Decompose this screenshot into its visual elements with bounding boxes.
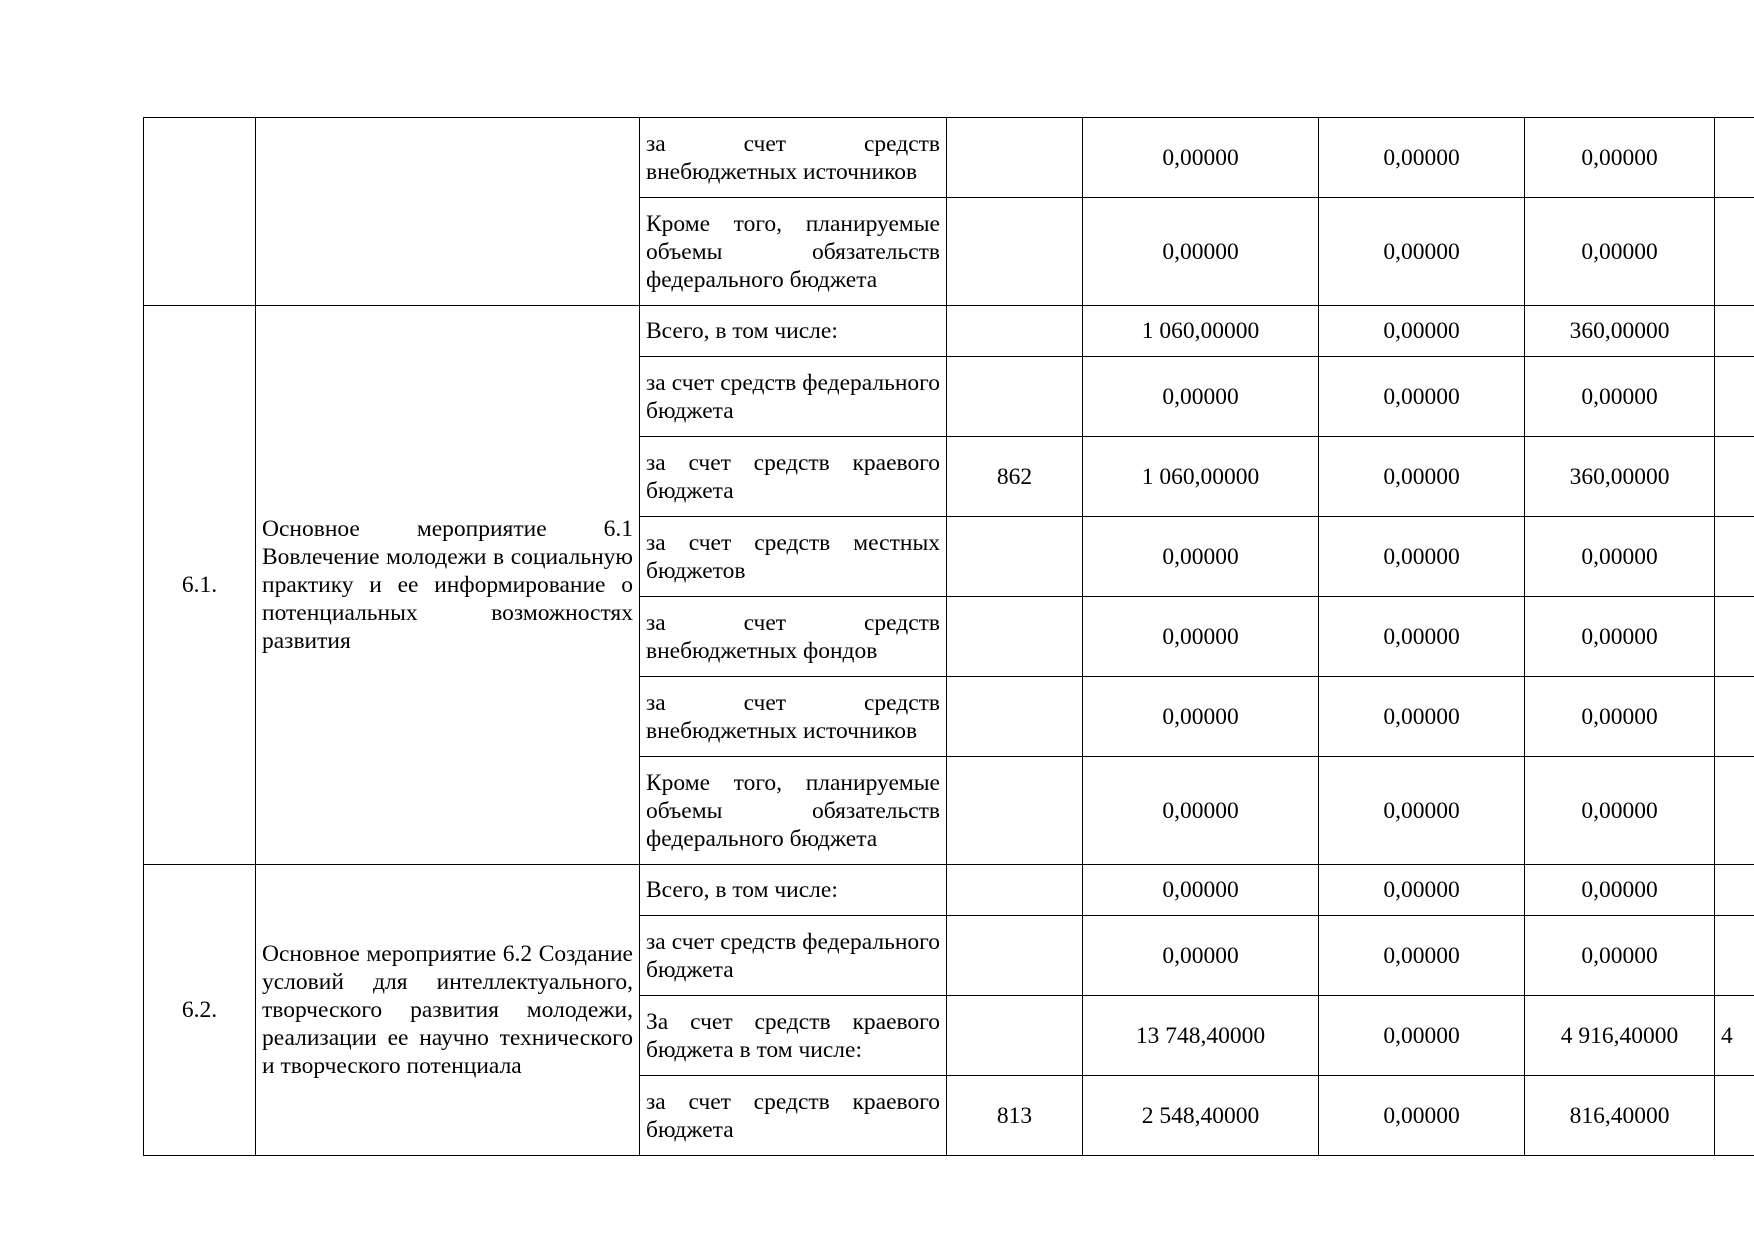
value-cell: 0,00000 bbox=[1319, 517, 1525, 597]
value-cell: 4 bbox=[1715, 996, 1754, 1076]
code-cell bbox=[947, 306, 1083, 357]
name-cell bbox=[256, 118, 640, 306]
value-cell: 2 548,40000 bbox=[1083, 1076, 1319, 1156]
code-cell bbox=[947, 597, 1083, 677]
code-cell: 862 bbox=[947, 437, 1083, 517]
value-cell: 0,00000 bbox=[1319, 198, 1525, 306]
value-cell: 0,00000 bbox=[1525, 916, 1715, 996]
code-cell bbox=[947, 517, 1083, 597]
budget-table-region bbox=[143, 117, 1754, 1157]
value-cell bbox=[1715, 757, 1754, 865]
code-cell bbox=[947, 996, 1083, 1076]
table-row bbox=[144, 118, 1754, 198]
table-row bbox=[144, 306, 1754, 357]
value-cell: 0,00000 bbox=[1083, 357, 1319, 437]
value-cell: 1 060,00000 bbox=[1083, 306, 1319, 357]
value-cell: 0,00000 bbox=[1319, 118, 1525, 198]
name-cell: Основное мероприятие 6.1 Вовлечение молодежи в социальную практику и ее информирование о потенциальных возможностях развития bbox=[256, 306, 640, 865]
value-cell: 816,40000 bbox=[1525, 1076, 1715, 1156]
value-cell: 0,00000 bbox=[1525, 597, 1715, 677]
value-cell: 0,00000 bbox=[1083, 198, 1319, 306]
value-cell: 0,00000 bbox=[1319, 916, 1525, 996]
value-cell bbox=[1715, 118, 1754, 198]
code-cell bbox=[947, 865, 1083, 916]
value-cell: 0,00000 bbox=[1525, 757, 1715, 865]
value-cell: 0,00000 bbox=[1319, 357, 1525, 437]
value-cell: 0,00000 bbox=[1083, 118, 1319, 198]
value-cell: 0,00000 bbox=[1525, 865, 1715, 916]
code-cell: 813 bbox=[947, 1076, 1083, 1156]
value-cell: 4 916,40000 bbox=[1525, 996, 1715, 1076]
value-cell: 360,00000 bbox=[1525, 437, 1715, 517]
value-cell: 0,00000 bbox=[1319, 437, 1525, 517]
value-cell bbox=[1715, 357, 1754, 437]
value-cell: 0,00000 bbox=[1319, 597, 1525, 677]
source-cell: Кроме того, планируемые объемы обязательств федерального бюджета bbox=[640, 757, 947, 865]
source-cell: Всего, в том числе: bbox=[640, 306, 947, 357]
source-cell: Кроме того, планируемые объемы обязательств федерального бюджета bbox=[640, 198, 947, 306]
code-cell bbox=[947, 198, 1083, 306]
source-cell: за счет средств федерального бюджета bbox=[640, 357, 947, 437]
value-cell: 0,00000 bbox=[1083, 916, 1319, 996]
name-cell: Основное мероприятие 6.2 Создание условий для интеллектуального, творческого развития молодежи, реализации ее научно технического и творческого потенциала bbox=[256, 865, 640, 1156]
index-cell bbox=[144, 118, 256, 306]
value-cell: 0,00000 bbox=[1525, 118, 1715, 198]
value-cell: 0,00000 bbox=[1319, 996, 1525, 1076]
value-cell: 0,00000 bbox=[1319, 865, 1525, 916]
source-cell: за счет средств внебюджетных фондов bbox=[640, 597, 947, 677]
code-cell bbox=[947, 118, 1083, 198]
value-cell bbox=[1715, 517, 1754, 597]
source-cell: за счет средств внебюджетных источников bbox=[640, 677, 947, 757]
value-cell bbox=[1715, 916, 1754, 996]
value-cell: 1 060,00000 bbox=[1083, 437, 1319, 517]
value-cell: 0,00000 bbox=[1083, 865, 1319, 916]
source-cell: за счет средств местных бюджетов bbox=[640, 517, 947, 597]
source-cell: За счет средств краевого бюджета в том числе: bbox=[640, 996, 947, 1076]
value-cell: 0,00000 bbox=[1525, 517, 1715, 597]
code-cell bbox=[947, 357, 1083, 437]
value-cell: 0,00000 bbox=[1319, 677, 1525, 757]
value-cell: 0,00000 bbox=[1083, 677, 1319, 757]
value-cell: 360,00000 bbox=[1525, 306, 1715, 357]
code-cell bbox=[947, 677, 1083, 757]
value-cell: 0,00000 bbox=[1319, 757, 1525, 865]
source-cell: за счет средств краевого бюджета bbox=[640, 1076, 947, 1156]
value-cell bbox=[1715, 437, 1754, 517]
value-cell: 0,00000 bbox=[1083, 597, 1319, 677]
source-cell: за счет средств внебюджетных источников bbox=[640, 118, 947, 198]
value-cell: 0,00000 bbox=[1319, 1076, 1525, 1156]
value-cell: 0,00000 bbox=[1525, 357, 1715, 437]
code-cell bbox=[947, 757, 1083, 865]
source-cell: за счет средств краевого бюджета bbox=[640, 437, 947, 517]
value-cell bbox=[1715, 198, 1754, 306]
budget-table bbox=[143, 117, 1754, 1156]
value-cell: 0,00000 bbox=[1083, 517, 1319, 597]
table-row bbox=[144, 865, 1754, 916]
value-cell bbox=[1715, 1076, 1754, 1156]
value-cell bbox=[1715, 306, 1754, 357]
value-cell bbox=[1715, 597, 1754, 677]
value-cell bbox=[1715, 677, 1754, 757]
code-cell bbox=[947, 916, 1083, 996]
value-cell: 0,00000 bbox=[1525, 677, 1715, 757]
value-cell: 0,00000 bbox=[1319, 306, 1525, 357]
value-cell: 13 748,40000 bbox=[1083, 996, 1319, 1076]
index-cell: 6.1. bbox=[144, 306, 256, 865]
value-cell: 0,00000 bbox=[1525, 198, 1715, 306]
value-cell: 0,00000 bbox=[1083, 757, 1319, 865]
index-cell: 6.2. bbox=[144, 865, 256, 1156]
source-cell: Всего, в том числе: bbox=[640, 865, 947, 916]
value-cell bbox=[1715, 865, 1754, 916]
source-cell: за счет средств федерального бюджета bbox=[640, 916, 947, 996]
